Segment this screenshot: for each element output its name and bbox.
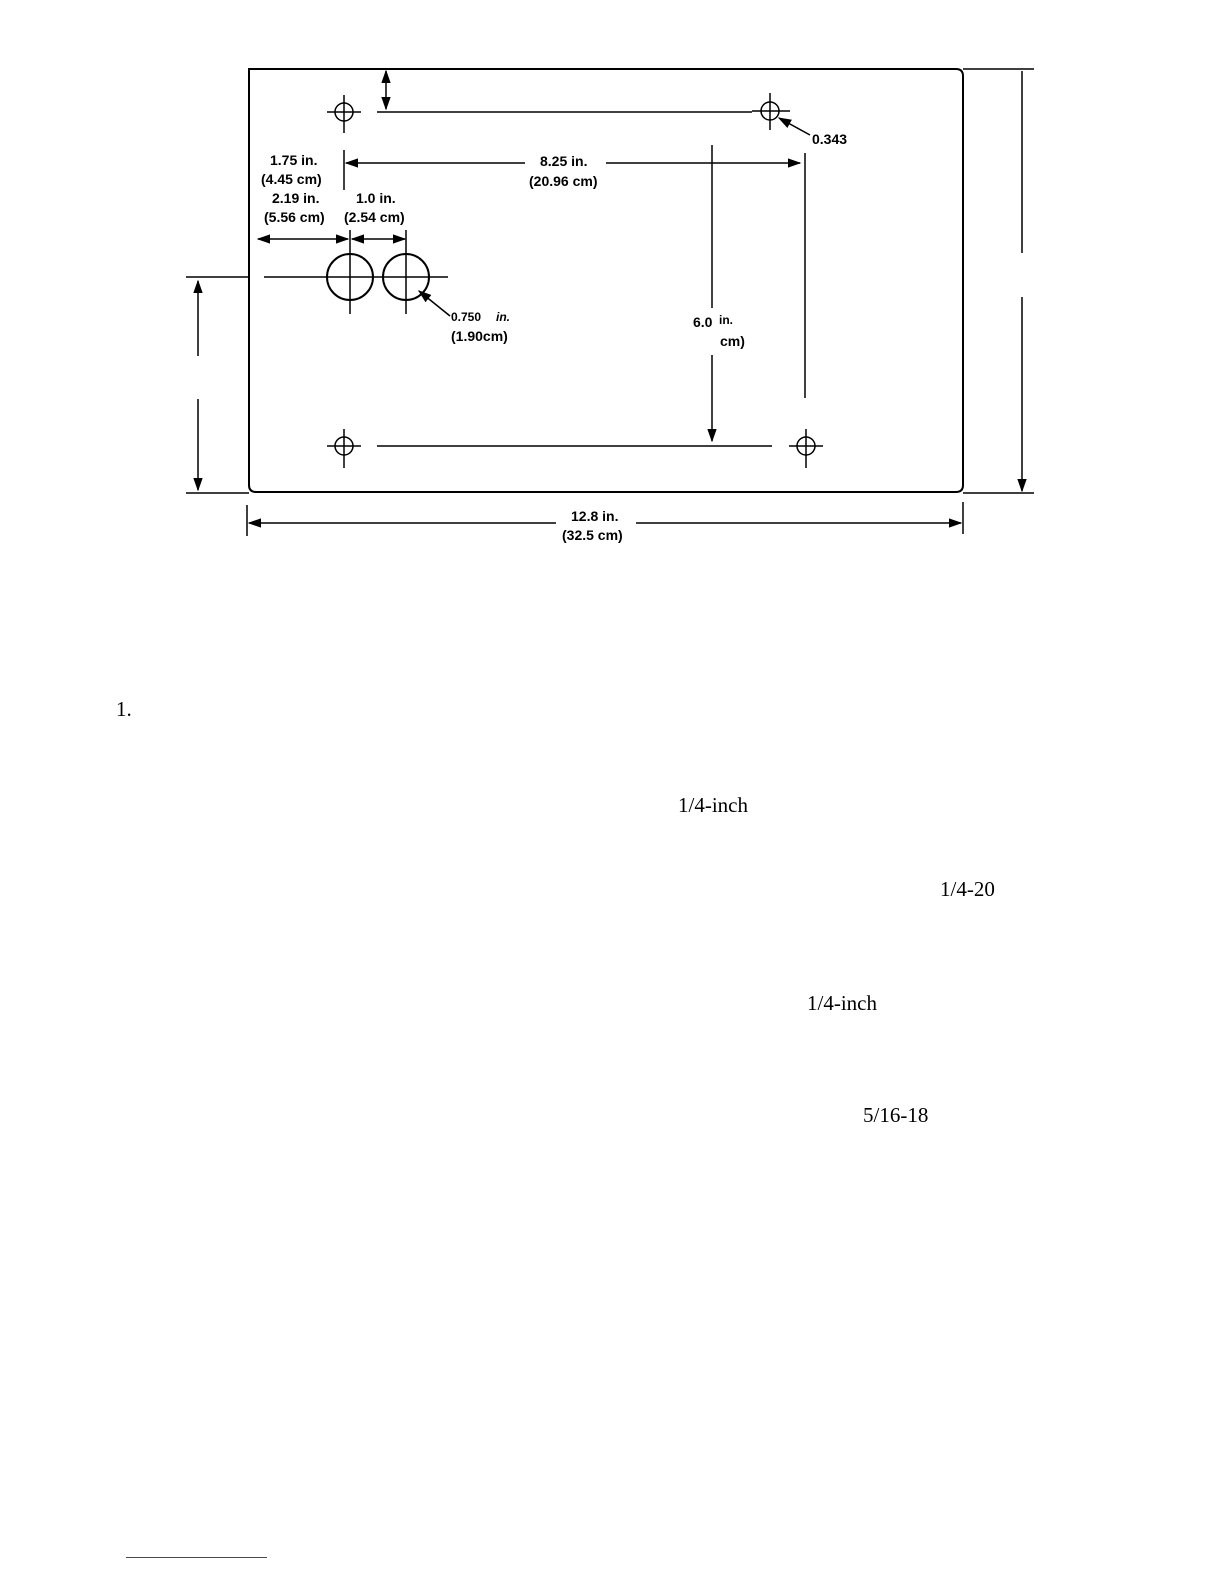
hole-diameter-in-label: 0.750	[451, 310, 482, 324]
hole1-offset-in-label: 2.19 in.	[272, 190, 320, 206]
mount-hole-bottom-right-icon	[789, 429, 823, 468]
text-fragment-3: 1/4-inch	[807, 991, 877, 1015]
overall-width-in-label: 12.8 in.	[571, 508, 619, 524]
mount-hole-diameter-label: 0.343	[812, 131, 848, 147]
mount-hole-top-right-icon	[752, 93, 790, 130]
conduit-hole-leader	[419, 291, 450, 316]
text-fragment-2: 1/4-20	[940, 877, 995, 901]
mounting-template-diagram	[0, 0, 1224, 600]
mount-hole-top-left-icon	[327, 95, 361, 133]
overall-width-cm-label: (32.5 cm)	[562, 527, 623, 543]
hole-spacing-in-label: 1.0 in.	[356, 190, 396, 206]
span-width-in-label: 8.25 in.	[540, 153, 588, 169]
panel-outline	[249, 69, 963, 492]
hole-spacing-cm-label: (2.54 cm)	[344, 209, 405, 225]
mount-hole-leader	[779, 118, 810, 135]
text-fragment-4: 5/16-18	[863, 1103, 929, 1127]
step-number: 1.	[116, 697, 132, 721]
left-offset-cm-label: (4.45 cm)	[261, 171, 322, 187]
hole-diameter-cm-label: (1.90cm)	[451, 328, 508, 344]
left-offset-in-label: 1.75 in.	[270, 152, 318, 168]
mount-hole-bottom-left-icon	[327, 429, 361, 468]
hole1-offset-cm-label: (5.56 cm)	[264, 209, 325, 225]
span-height-unit-label: in.	[719, 313, 733, 327]
span-height-in-label: 6.0	[693, 314, 713, 330]
span-width-cm-label: (20.96 cm)	[529, 173, 598, 189]
text-fragment-1: 1/4-inch	[678, 793, 748, 817]
hole-diameter-unit-label: in.	[496, 310, 510, 324]
span-height-cm-label: cm)	[720, 333, 745, 349]
footer-rule	[126, 1557, 267, 1558]
